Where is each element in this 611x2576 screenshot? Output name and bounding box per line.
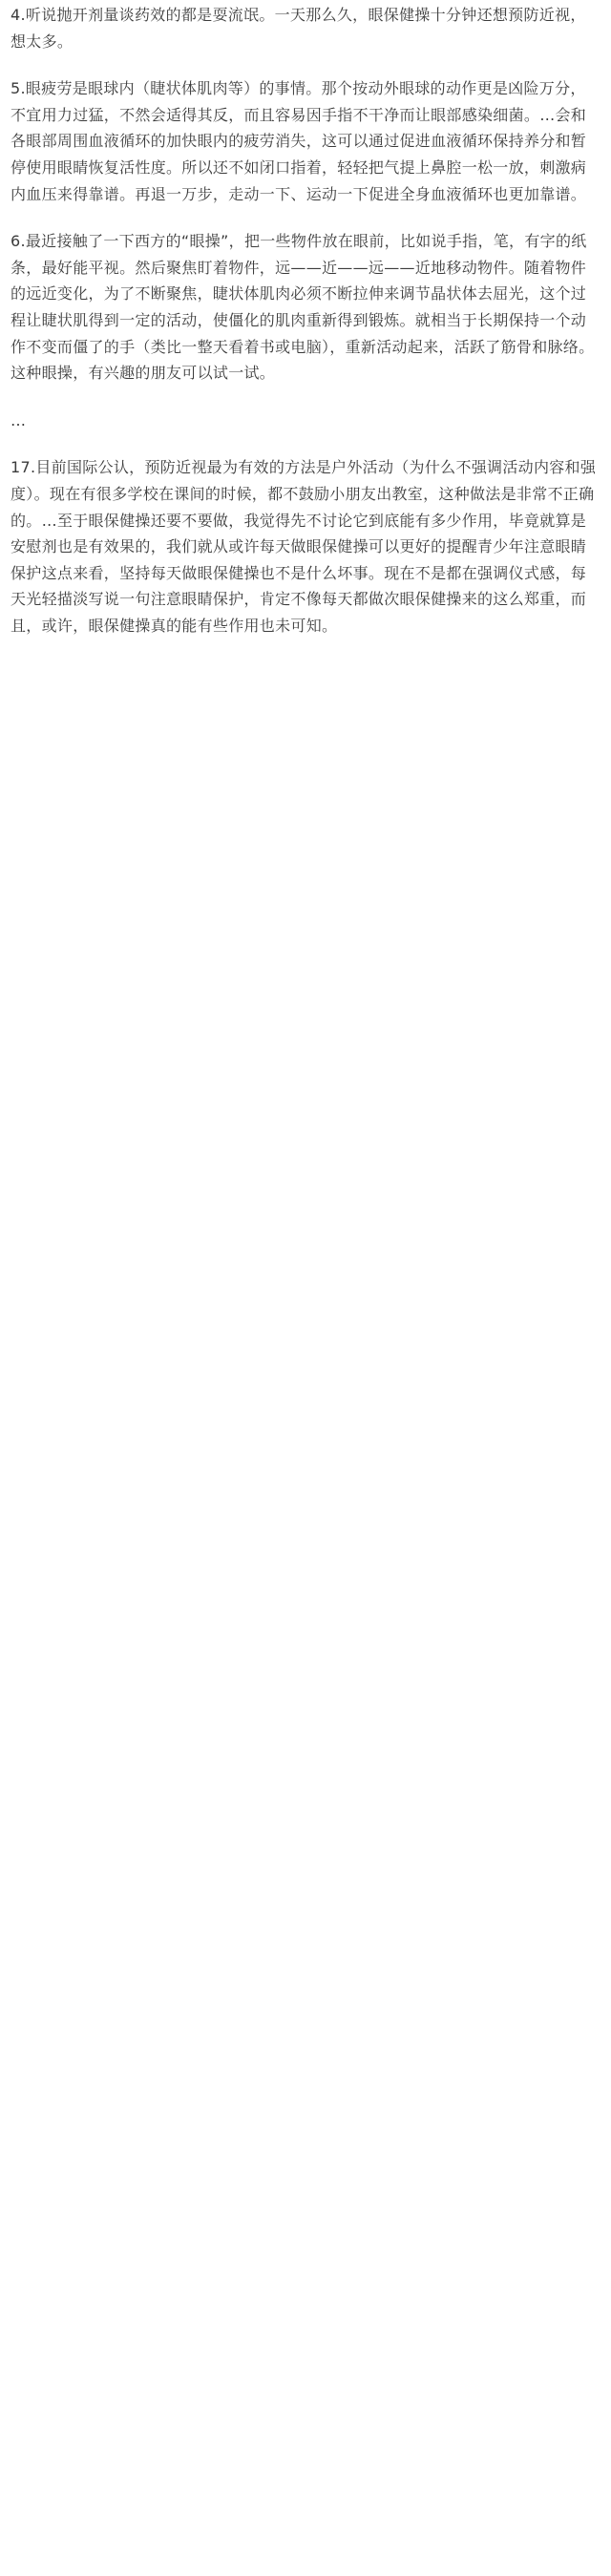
paragraph-8: 17.目前国际公认，预防近视最为有效的方法是户外活动（为什么不强调活动内容和强度）。现在有很多学校在课间的时候，都不鼓励小朋友出教室，这种做法是非常不正确的。…至于眼保健操还要不要做，我觉得先不讨论它到底能有多少作用，毕竟就算是安慰剂也是有效果的，我们就从或许每天做眼保健操可以更好的提醒青少年注意眼睛保护这点来看，坚持每天做眼保健操也不是什么坏事。现在不是都在强调仪式感，每天光轻描淡写说一句注意眼睛保护，肯定不像每天都做次眼保健操来的这么郑重，而且，或许，眼保健操真的能有些作用也未可知。 [11, 458, 597, 635]
paragraph-spacer [11, 207, 600, 228]
paragraph-spacer [11, 387, 600, 408]
paragraph-spacer [11, 433, 600, 454]
paragraph-4: 4.听说抛开剂量谈药效的都是耍流氓。一天那么久，眼保健操十分钟还想预防近视，想太多。 [11, 6, 586, 51]
paragraph-5: 5.眼疲劳是眼球内（睫状体肌肉等）的事情。那个按动外眼球的动作更是凶险万分，不宜用力过猛，不然会适得其反，而且容易因手指不干净而让眼部感染细菌。…会和各眼部周围血液循环的加快眼内的疲劳消失，这可以通过促进血液循环保持养分和暂停使用眼睛恢复活性度。所以还不如闭口指着，轻轻把气提上鼻腔一松一放，刺激病内血压来得靠谱。再退一万步，走动一下、运动一下促进全身血液循环也更加靠谱。 [11, 79, 587, 203]
paragraph-6: 6.最近接触了一下西方的“眼操”，把一些物件放在眼前，比如说手指，笔，有字的纸条，最好能平视。然后聚焦盯着物件，远——近——远——近地移动物件。随着物件的远近变化，为了不断聚焦，睫状体肌肉必须不断拉伸来调节晶状体去屈光，这个过程让睫状肌得到一定的活动，使僵化的肌肉重新得到锻炼。就相当于长期保持一个动作不变而僵了的手（类比一整天看着书或电脑），重新活动起来，活跃了筋骨和脉络。这种眼操，有兴趣的朋友可以试一试。 [11, 232, 595, 383]
paragraph-7: … [11, 410, 27, 429]
paragraph-spacer [11, 54, 600, 75]
